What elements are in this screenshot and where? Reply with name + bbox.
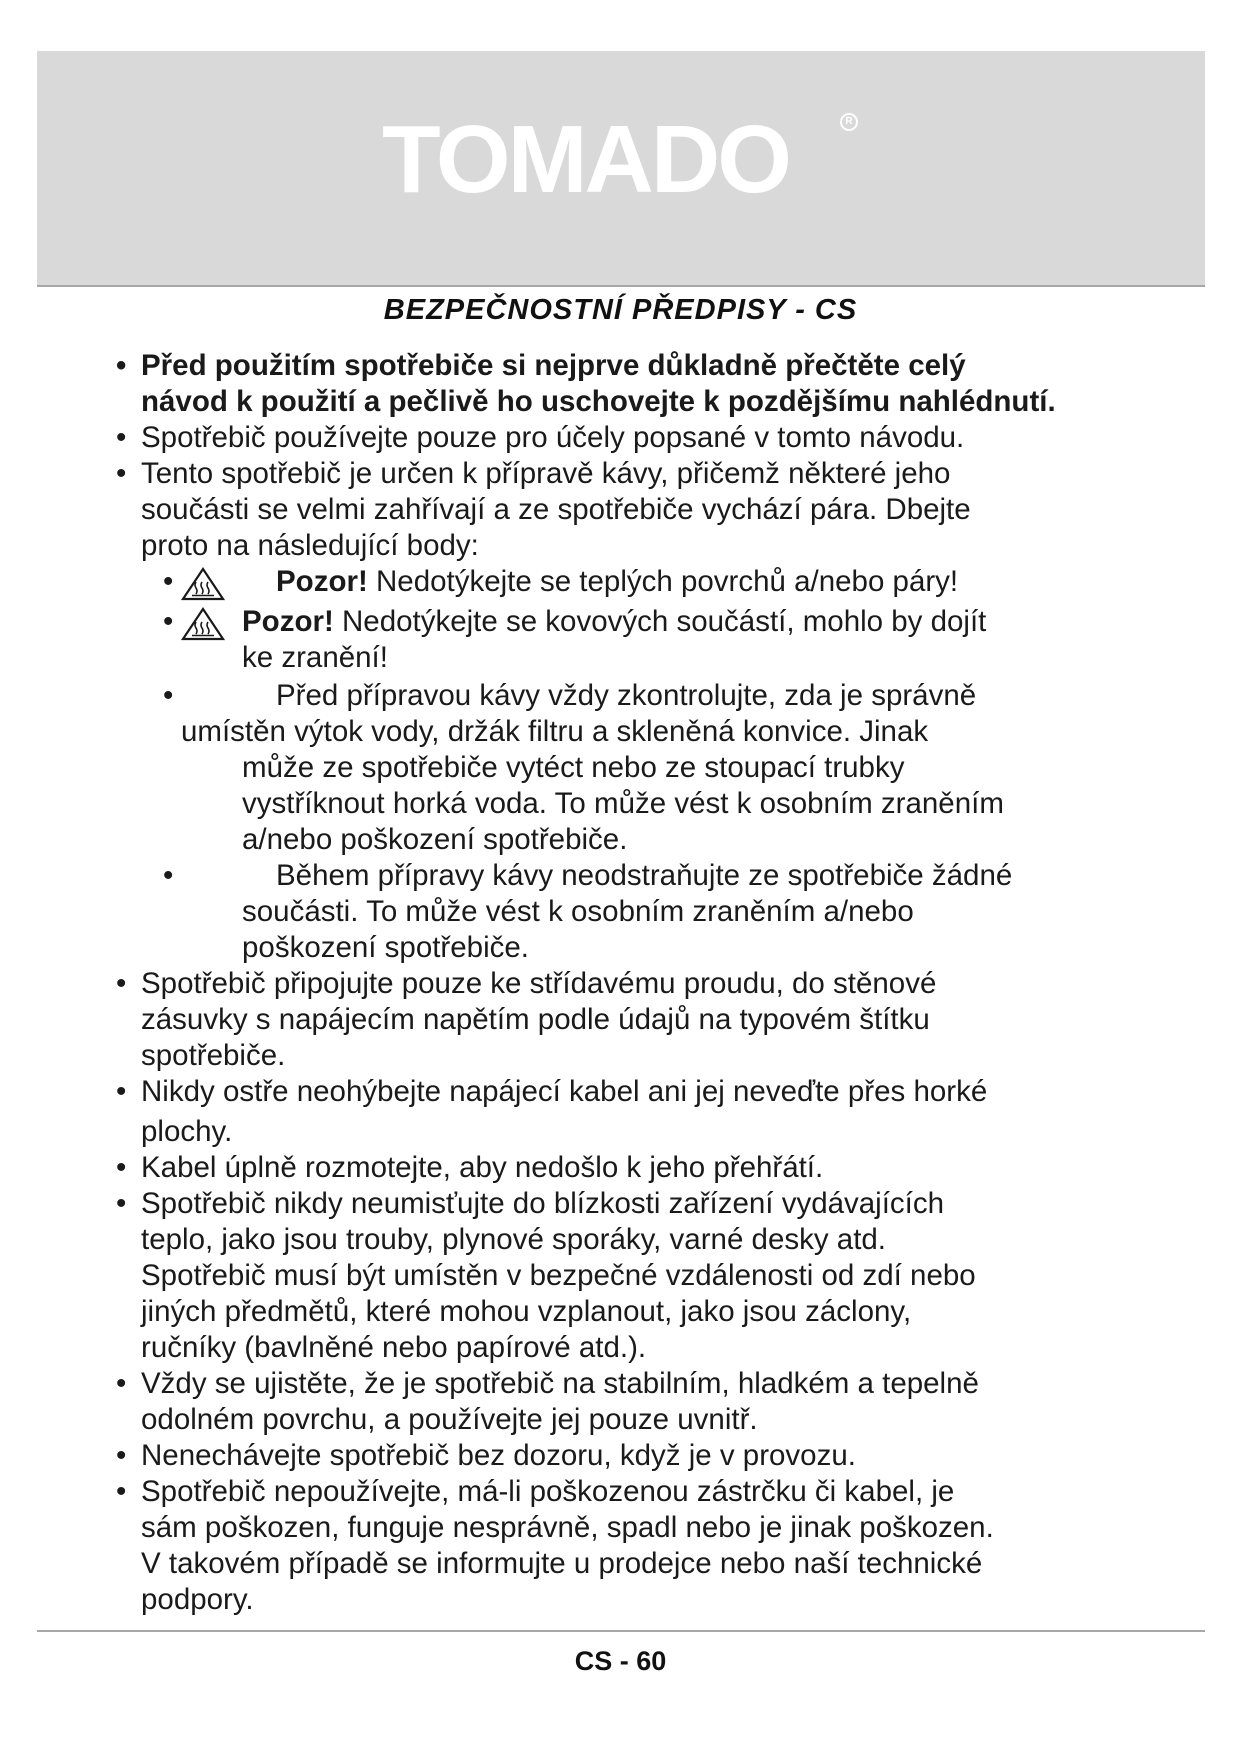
list-item bbox=[0, 966, 1241, 1074]
warning-label: Pozor! bbox=[276, 565, 368, 598]
text-line: Spotřebič nepoužívejte, má-li poškozenou zástrčku či kabel, je bbox=[141, 1475, 955, 1508]
list-item bbox=[0, 1366, 1241, 1438]
text-line: Spotřebič používejte pouze pro účely popsané v tomto návodu. bbox=[141, 421, 965, 454]
section-title: BEZPEČNOSTNÍ PŘEDPISY - CS bbox=[383, 294, 858, 326]
text-line: Nedotýkejte se kovových součástí, mohlo by dojít bbox=[333, 605, 987, 638]
text-line: součásti. To může vést k osobním zraněním a/nebo bbox=[242, 895, 914, 928]
text-line: V takovém případě se informujte u prodejce nebo naší technické bbox=[141, 1547, 983, 1580]
text-line: Před použitím spotřebiče si nejprve důkladně přečtěte celý bbox=[141, 349, 966, 382]
page-number: CS - 60 bbox=[574, 1646, 667, 1676]
text-line: a/nebo poškození spotřebiče. bbox=[242, 823, 628, 856]
text-line: Nenechávejte spotřebič bez dozoru, když je v provozu. bbox=[141, 1439, 856, 1472]
sub-list-item bbox=[0, 678, 1241, 858]
sub-list-item bbox=[0, 564, 1241, 600]
text-line: Spotřebič musí být umístěn v bezpečné vzdálenosti od zdí nebo bbox=[141, 1259, 976, 1292]
sub-list-item bbox=[0, 858, 1241, 966]
bullet: • bbox=[116, 1475, 127, 1508]
safety-instructions bbox=[0, 348, 1241, 1618]
text-line: Před přípravou kávy vždy zkontrolujte, zda je správně bbox=[276, 679, 977, 712]
list-item bbox=[0, 1474, 1241, 1618]
text-line: plochy. bbox=[141, 1115, 233, 1148]
bullet: • bbox=[116, 457, 127, 490]
brand-logo: TOMADO bbox=[382, 106, 789, 213]
bullet: • bbox=[116, 1187, 127, 1220]
text-line: Kabel úplně rozmotejte, aby nedošlo k jeho přehřátí. bbox=[141, 1151, 824, 1184]
text-line: ručníky (bavlněné nebo papírové atd.). bbox=[141, 1331, 647, 1364]
bullet: • bbox=[163, 859, 174, 892]
hot-surface-warning-icon bbox=[181, 607, 225, 641]
bullet: • bbox=[116, 1367, 127, 1400]
text-line: Spotřebič nikdy neumisťujte do blízkosti zařízení vydávajících bbox=[141, 1187, 945, 1220]
bullet: • bbox=[116, 1075, 127, 1108]
bullet: • bbox=[116, 421, 127, 454]
text-line: Nedotýkejte se teplých povrchů a/nebo páry! bbox=[367, 565, 959, 598]
text-line: poškození spotřebiče. bbox=[242, 931, 529, 964]
text-line: Spotřebič připojujte pouze ke střídavému proudu, do stěnové bbox=[141, 967, 937, 1000]
text-line: vystříknout horká voda. To může vést k osobním zraněním bbox=[242, 787, 1004, 820]
text-line: odolném povrchu, a používejte jej pouze uvnitř. bbox=[141, 1403, 758, 1436]
hot-surface-warning-icon bbox=[181, 567, 225, 601]
warning-label: Pozor! bbox=[242, 605, 334, 638]
text-line: Vždy se ujistěte, že je spotřebič na stabilním, hladkém a tepelně bbox=[141, 1367, 979, 1400]
bullet: • bbox=[163, 565, 174, 598]
bullet: • bbox=[163, 679, 174, 712]
bullet: • bbox=[116, 967, 127, 1000]
list-item bbox=[0, 1438, 1241, 1474]
text-line: sám poškozen, funguje nesprávně, spadl nebo je jinak poškozen. bbox=[141, 1511, 994, 1544]
bullet: • bbox=[116, 349, 127, 382]
bullet: • bbox=[163, 605, 174, 638]
list-item bbox=[0, 1074, 1241, 1150]
bullet: • bbox=[116, 1151, 127, 1184]
text-line: ke zranění! bbox=[242, 641, 388, 674]
sub-list-item bbox=[0, 604, 1241, 676]
text-line: spotřebiče. bbox=[141, 1039, 286, 1072]
text-line: teplo, jako jsou trouby, plynové sporáky, varné desky atd. bbox=[141, 1223, 887, 1256]
list-item bbox=[0, 1186, 1241, 1366]
bullet: • bbox=[116, 1439, 127, 1472]
list-item bbox=[0, 456, 1241, 564]
text-line: návod k použití a pečlivě ho uschovejte k pozdějšímu nahlédnutí. bbox=[141, 385, 1056, 418]
text-line: umístěn výtok vody, držák filtru a skleněná konvice. Jinak bbox=[181, 715, 929, 748]
list-item bbox=[0, 348, 1241, 420]
footer-divider bbox=[37, 1630, 1205, 1632]
text-line: jiných předmětů, které mohou vzplanout, jako jsou záclony, bbox=[141, 1295, 912, 1328]
text-line: proto na následující body: bbox=[141, 529, 479, 562]
text-line: součásti se velmi zahřívají a ze spotřebiče vychází pára. Dbejte bbox=[141, 493, 971, 526]
text-line: Nikdy ostře neohýbejte napájecí kabel ani jej neveďte přes horké bbox=[141, 1075, 988, 1108]
list-item bbox=[0, 420, 1241, 456]
list-item bbox=[0, 1150, 1241, 1186]
text-line: může ze spotřebiče vytéct nebo ze stoupací trubky bbox=[242, 751, 905, 784]
text-line: Tento spotřebič je určen k přípravě kávy, přičemž některé jeho bbox=[141, 457, 951, 490]
text-line: Během přípravy kávy neodstraňujte ze spotřebiče žádné bbox=[276, 859, 1013, 892]
text-line: podpory. bbox=[141, 1583, 254, 1616]
registered-mark: R bbox=[840, 113, 858, 131]
text-line: zásuvky s napájecím napětím podle údajů na typovém štítku bbox=[141, 1003, 930, 1036]
